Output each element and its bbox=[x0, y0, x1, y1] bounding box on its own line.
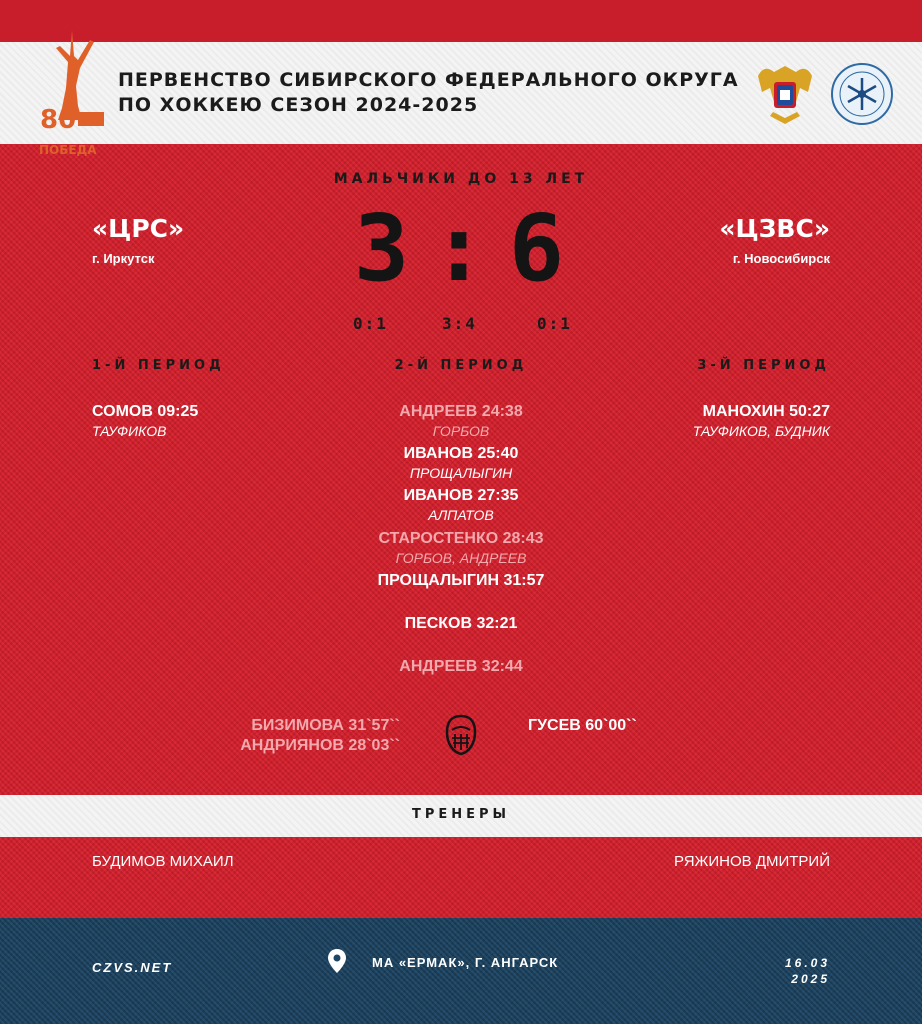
score-separator: : bbox=[431, 195, 491, 302]
goal-scorer: АНДРЕЕВ 32:44 bbox=[399, 658, 523, 675]
logo-word: ПОБЕДА bbox=[39, 143, 97, 157]
away-goalies bbox=[528, 716, 637, 736]
period-3-score: 0:1 bbox=[537, 314, 572, 333]
home-score: 3 bbox=[353, 195, 414, 302]
goal-assist: ПРОЩАЛЫГИН bbox=[409, 465, 513, 481]
championship-title bbox=[118, 68, 739, 118]
period-2-score: 3:4 bbox=[442, 314, 477, 333]
goal-entry bbox=[261, 486, 661, 524]
period-3-label: 3-Й ПЕРИОД bbox=[697, 358, 830, 373]
goal-entry bbox=[261, 402, 661, 440]
period-1-score: 0:1 bbox=[353, 314, 388, 333]
goalie-mask-icon bbox=[444, 714, 478, 756]
coaches-label: ТРЕНЕРЫ bbox=[411, 807, 511, 822]
goal-assist: ТАУФИКОВ bbox=[92, 423, 167, 439]
goal-entry bbox=[693, 402, 830, 440]
top-strip bbox=[0, 0, 922, 42]
away-score: 6 bbox=[508, 195, 569, 302]
date-day-month: 16.03 bbox=[784, 956, 830, 970]
goal-scorer: СТАРОСТЕНКО 28:43 bbox=[378, 530, 544, 547]
title-line-2: ПО ХОККЕЮ СЕЗОН 2024-2025 bbox=[118, 94, 479, 116]
website-link[interactable]: CZVS.NET bbox=[92, 960, 173, 975]
goal-assist: АЛПАТОВ bbox=[428, 507, 494, 523]
home-coach: БУДИМОВ МИХАИЛ bbox=[92, 853, 234, 870]
match-date bbox=[785, 955, 830, 987]
goal-entry bbox=[261, 657, 661, 677]
goal-scorer: ИВАНОВ 25:40 bbox=[403, 445, 519, 462]
date-year: 2025 bbox=[791, 972, 830, 986]
goal-entry bbox=[261, 444, 661, 482]
goalie-line: БИЗИМОВА 31`57`` bbox=[251, 717, 400, 734]
goal-entry bbox=[261, 529, 661, 567]
home-goalies bbox=[240, 716, 400, 756]
goal-entry bbox=[261, 614, 661, 634]
home-team-city: г. Иркутск bbox=[92, 251, 155, 266]
venue: МА «ЕРМАК», Г. АНГАРСК bbox=[372, 955, 559, 970]
away-team-name: «ЦЗВС» bbox=[719, 214, 830, 243]
period-1-label: 1-Й ПЕРИОД bbox=[92, 358, 225, 373]
logo-number: 80 bbox=[40, 105, 77, 135]
goal-scorer: МАНОХИН 50:27 bbox=[702, 403, 830, 420]
goal-assist: ТАУФИКОВ, БУДНИК bbox=[692, 423, 830, 439]
away-coach: РЯЖИНОВ ДМИТРИЙ bbox=[674, 853, 830, 870]
goalie-line: АНДРИЯНОВ 28`03`` bbox=[240, 737, 400, 754]
age-category: МАЛЬЧИКИ ДО 13 ЛЕТ bbox=[333, 171, 589, 187]
goal-scorer: СОМОВ 09:25 bbox=[92, 403, 199, 420]
goal-scorer: АНДРЕЕВ 24:38 bbox=[399, 403, 523, 420]
location-pin-icon bbox=[327, 948, 347, 974]
away-team-city: г. Новосибирск bbox=[732, 251, 830, 266]
goal-scorer: ПРОЩАЛЫГИН 31:57 bbox=[377, 572, 545, 589]
goal-assist: ГОРБОВ bbox=[432, 423, 490, 439]
goal-entry bbox=[261, 571, 661, 591]
final-score bbox=[0, 194, 922, 304]
goal-entry bbox=[92, 402, 198, 440]
motherland-monument-icon bbox=[36, 28, 108, 162]
victory-80-logo bbox=[36, 28, 108, 162]
goal-scorer: ИВАНОВ 27:35 bbox=[403, 487, 519, 504]
home-team-name: «ЦРС» bbox=[92, 214, 185, 243]
hockey-federation-crest-icon bbox=[750, 62, 820, 128]
period-2-label: 2-Й ПЕРИОД bbox=[394, 358, 528, 373]
goal-assist: ГОРБОВ, АНДРЕЕВ bbox=[395, 550, 527, 566]
snowflake-federation-emblem-icon bbox=[830, 62, 894, 126]
goalie-line: ГУСЕВ 60`00`` bbox=[528, 717, 637, 734]
title-line-1: ПЕРВЕНСТВО СИБИРСКОГО ФЕДЕРАЛЬНОГО ОКРУГА bbox=[118, 69, 739, 91]
goal-scorer: ПЕСКОВ 32:21 bbox=[404, 615, 518, 632]
